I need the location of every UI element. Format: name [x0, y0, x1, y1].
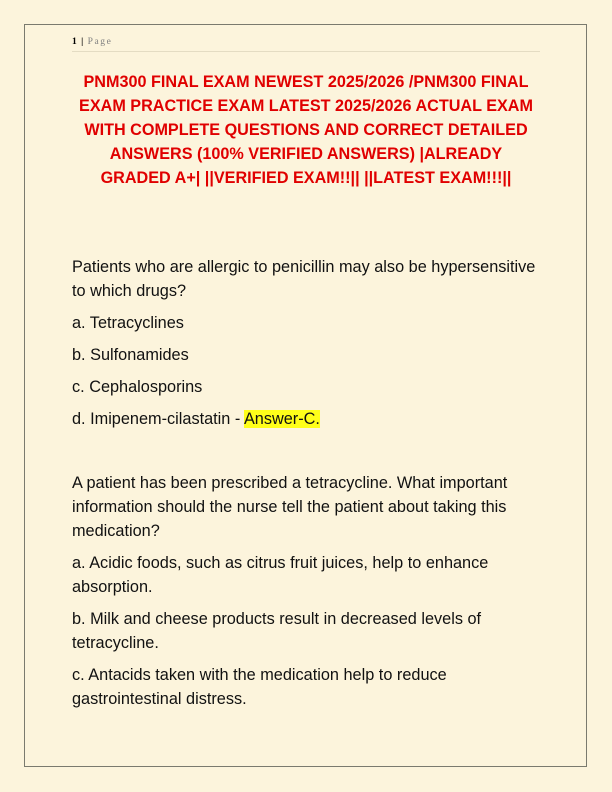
- question-1: [72, 255, 542, 431]
- option-d-text: d. Imipenem-cilastatin -: [72, 410, 244, 428]
- option-a: a. Acidic foods, such as citrus fruit juices, help to enhance absorption.: [72, 554, 489, 596]
- page-header: [72, 37, 540, 52]
- question-2: [72, 471, 542, 711]
- answer-highlight: Answer-C.: [243, 410, 320, 428]
- option-a: a. Tetracyclines: [72, 314, 184, 332]
- document-title: PNM300 FINAL EXAM NEWEST 2025/2026 /PNM300 FINAL EXAM PRACTICE EXAM LATEST 2025/2026 ACTUAL EXAM WITH COMPLETE QUESTIONS AND CORRECT DETAILED ANSWERS (100% VERIFIED ANSWERS) |ALREADY GRADED A+| ||VERIFIED EXAM!!|| ||LATEST EXAM!!!||: [79, 73, 533, 187]
- option-b: b. Milk and cheese products result in decreased levels of tetracycline.: [72, 610, 482, 652]
- option-d: [72, 407, 542, 431]
- page-label: Page: [87, 37, 113, 47]
- option-c: c. Cephalosporins: [72, 378, 203, 396]
- question-stem: A patient has been prescribed a tetracycline. What important information should the nurse tell the patient about taking this medication?: [72, 474, 508, 540]
- header-separator: |: [81, 37, 84, 47]
- option-c: c. Antacids taken with the medication help to reduce gastrointestinal distress.: [72, 666, 447, 708]
- question-stem: Patients who are allergic to penicillin may also be hypersensitive to which drugs?: [72, 258, 536, 300]
- option-b: b. Sulfonamides: [72, 346, 189, 364]
- page-number: 1: [72, 37, 77, 47]
